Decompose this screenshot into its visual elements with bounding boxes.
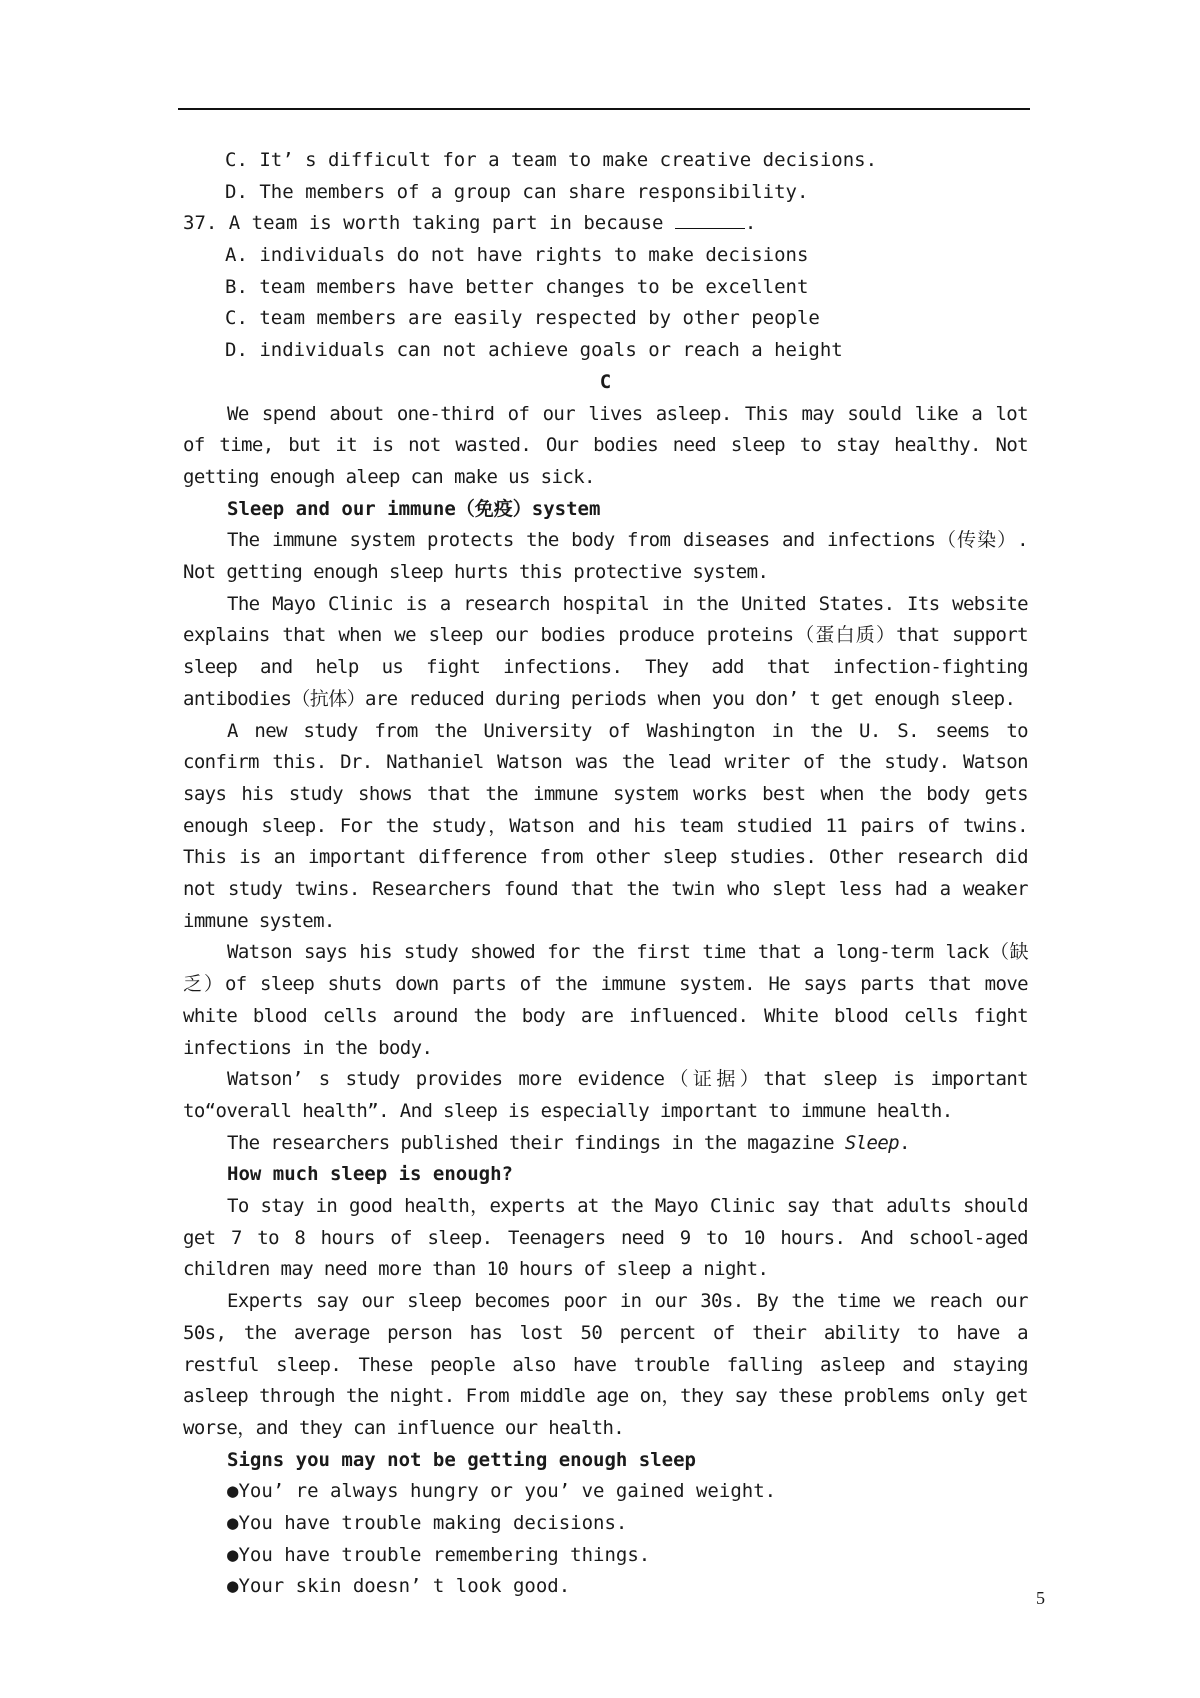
passage-intro: We spend about one-third of our lives asleep. This may sould like a lot of time, but it is not wasted. Our bodies need sleep to stay healthy. Not getting enough aleep can make us sick. [183,402,1028,488]
heading-immune-system: Sleep and our immune（免疫）system [227,497,601,520]
list-item: ●Your skin doesn’ t look good. [227,1575,571,1598]
answer-blank [675,209,745,229]
q37-stem [183,208,1028,240]
q37-option-a: A. individuals do not have rights to make decisions [225,244,809,267]
list-item: ●You’ re always hungry or you’ ve gained weight. [227,1480,777,1503]
q37-option-c: C. team members are easily respected by other people [225,307,820,330]
paragraph-aging: Experts say our sleep becomes poor in our 30s. By the time we reach our 50s, the average person has lost 50 percent of their ability to have a restful sleep. These people also have trouble falling asleep and staying asleep through the night. From middle age on，they say these problems only get worse，and they can influence our health. [183,1290,1028,1439]
published-end: . [899,1131,910,1154]
q37-option-d: D. individuals can not achieve goals or reach a height [225,339,843,362]
q37-option-b: B. team members have better changes to be excellent [225,275,809,298]
page-number: 5 [1036,1588,1045,1608]
list-item: ●You have trouble making decisions. [227,1512,628,1535]
heading-signs: Signs you may not be getting enough sleep [227,1448,696,1471]
paragraph-long-term-lack: Watson says his study showed for the first time that a long-term lack（缺乏）of sleep shuts down parts of the immune system. He says parts that move white blood cells around the body are influenced. White blood cells fight infections in the body. [183,941,1028,1059]
header-rule [178,108,1030,110]
q37-stem-end: . [744,212,757,235]
magazine-title: Sleep [844,1131,900,1154]
paragraph-immune-system: The immune system protects the body from diseases and infections（传染）. Not getting enough sleep hurts this protective system. [183,529,1028,583]
paragraph-published [183,1128,1028,1160]
list-item: ●You have trouble remembering things. [227,1543,651,1566]
passage [183,399,1028,1604]
published-text: The researchers published their findings in the magazine [227,1131,845,1154]
paragraph-hours: To stay in good health，experts at the Mayo Clinic say that adults should get 7 to 8 hours of sleep. Teenagers need 9 to 10 hours. And school-aged children may need more than 10 hours of sleep a night. [183,1195,1028,1281]
q37-stem-text: 37. A team is worth taking part in because [183,212,675,235]
paragraph-mayo-clinic: The Mayo Clinic is a research hospital in the United States. Its website explains that when we sleep our bodies produce proteins（蛋白质）that support sleep and help us fight infections. They add that infection-fighting antibodies（抗体）are reduced during periods when you don’ t get enough sleep. [183,592,1028,710]
q36-option-d: D. The members of a group can share responsibility. [225,180,809,203]
page-content [183,145,1028,1603]
heading-how-much-sleep: How much sleep is enough? [227,1163,513,1186]
paragraph-evidence: Watson’ s study provides more evidence（证据）that sleep is important to“overall health”. And sleep is especially important to immune health. [183,1068,1028,1122]
paragraph-washington-study: A new study from the University of Washington in the U. S. seems to confirm this. Dr. Nathaniel Watson was the lead writer of the study. Watson says his study shows that the immune system works best when the body gets enough sleep. For the study，Watson and his team studied 11 pairs of twins. This is an important difference from other sleep studies. Other research did not study twins. Researchers found that the twin who slept less had a weaker immune system. [183,719,1028,932]
q36-option-c: C. It’ s difficult for a team to make creative decisions. [225,149,878,171]
section-letter: C [599,370,612,393]
